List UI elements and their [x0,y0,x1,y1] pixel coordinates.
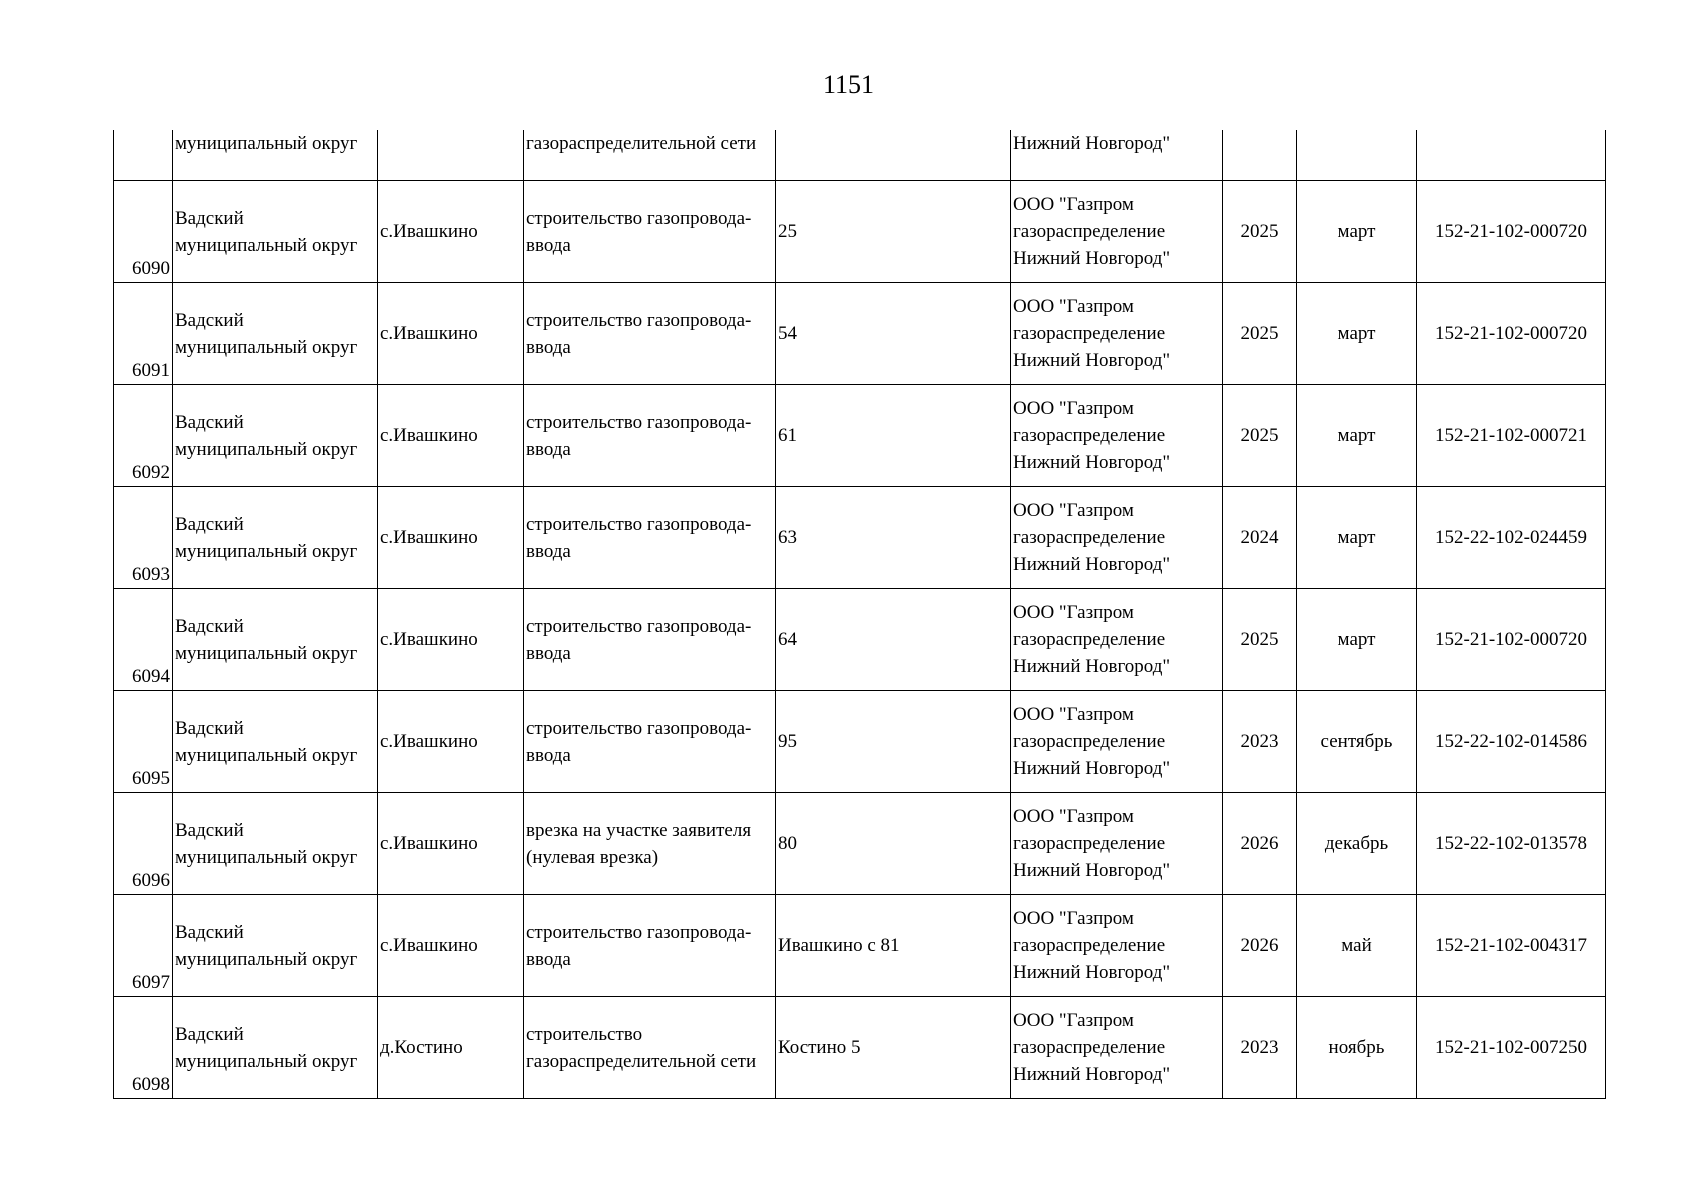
work-line: строительство газопровода- [526,615,752,637]
cell-id: 152-22-102-024459 [1417,487,1606,589]
cell-month: март [1297,181,1417,283]
table-row [114,487,1606,589]
table-row [114,385,1606,487]
district-line: Вадский [175,207,244,229]
cell-place: с.Ивашкино [378,181,524,283]
work-line: (нулевая врезка) [526,846,659,868]
org-line: Нижний Новгород" [1013,248,1171,269]
work-line: ввода [526,336,571,358]
district-line: муниципальный округ [175,744,358,766]
work-line: строительство [526,1023,643,1045]
district-line: муниципальный округ [175,642,358,664]
district-line: Вадский [175,411,244,433]
cell-address: 64 [776,589,1011,691]
work-line: ввода [526,234,571,256]
org-line: Нижний Новгород" [1013,758,1171,779]
work-line: строительство газопровода- [526,717,752,739]
org-line: Нижний Новгород" [1013,962,1171,983]
work-line: врезка на участке заявителя [526,819,752,841]
district-line: Вадский [175,819,244,841]
org-line: газораспределение [1013,527,1166,548]
cell-address [776,130,1011,181]
cell-organization [1011,385,1223,487]
cell-num: 6098 [114,997,173,1099]
cell-place [378,130,524,181]
org-line: газораспределение [1013,833,1166,854]
cell-month: март [1297,283,1417,385]
cell-year: 2025 [1223,181,1297,283]
org-line: газораспределение [1013,1037,1166,1058]
cell-district [173,691,378,793]
cell-id: 152-21-102-000720 [1417,283,1606,385]
org-line: ООО "Газпром [1013,704,1134,725]
cell-place: с.Ивашкино [378,385,524,487]
cell-id: 152-22-102-013578 [1417,793,1606,895]
cell-address: 61 [776,385,1011,487]
cell-num: 6097 [114,895,173,997]
cell-place: с.Ивашкино [378,691,524,793]
org-line: ООО "Газпром [1013,296,1134,317]
org-line: ООО "Газпром [1013,908,1134,929]
cell-month: сентябрь [1297,691,1417,793]
cell-work [524,385,776,487]
cell-place: с.Ивашкино [378,895,524,997]
org-line: газораспределение [1013,425,1166,446]
cell-place: с.Ивашкино [378,793,524,895]
district-line: муниципальный округ [175,540,358,562]
district-line: муниципальный округ [175,438,358,460]
work-line: строительство газопровода- [526,207,752,229]
cell-address: 95 [776,691,1011,793]
cell-year: 2026 [1223,793,1297,895]
cell-work: газораспределительной сети [524,130,776,181]
cell-year: 2026 [1223,895,1297,997]
cell-work [524,589,776,691]
cell-work [524,793,776,895]
cell-id [1417,130,1606,181]
cell-num: 6091 [114,283,173,385]
cell-district [173,181,378,283]
cell-month: март [1297,385,1417,487]
table-row-continued [114,130,1606,181]
org-line: газораспределение [1013,629,1166,650]
cell-month: март [1297,589,1417,691]
cell-organization [1011,793,1223,895]
district-line: муниципальный округ [175,336,358,358]
district-line: муниципальный округ [175,1050,358,1072]
org-line: газораспределение [1013,323,1166,344]
cell-place: с.Ивашкино [378,487,524,589]
cell-district [173,283,378,385]
work-line: строительство газопровода- [526,411,752,433]
table-row [114,283,1606,385]
work-line: ввода [526,948,571,970]
cell-address: Ивашкино с 81 [776,895,1011,997]
district-line: муниципальный округ [175,948,358,970]
cell-district [173,793,378,895]
cell-num: 6092 [114,385,173,487]
cell-id: 152-21-102-004317 [1417,895,1606,997]
cell-id: 152-21-102-000721 [1417,385,1606,487]
table-row [114,589,1606,691]
cell-month: март [1297,487,1417,589]
cell-work [524,895,776,997]
org-line: газораспределение [1013,731,1166,752]
cell-month: декабрь [1297,793,1417,895]
district-line: Вадский [175,615,244,637]
page-number: 1151 [822,70,875,99]
district-line: муниципальный округ [175,234,358,256]
district-line: Вадский [175,513,244,535]
work-line: строительство газопровода- [526,513,752,535]
cell-work [524,181,776,283]
cell-month: май [1297,895,1417,997]
org-line: Нижний Новгород" [1013,860,1171,881]
cell-year: 2023 [1223,997,1297,1099]
cell-district [173,895,378,997]
cell-work [524,691,776,793]
cell-place: с.Ивашкино [378,283,524,385]
cell-work [524,487,776,589]
table-body [114,130,1606,1099]
district-line: Вадский [175,309,244,331]
district-line: муниципальный округ [175,846,358,868]
work-line: строительство газопровода- [526,309,752,331]
cell-organization [1011,181,1223,283]
district-line: Вадский [175,921,244,943]
cell-num: 6090 [114,181,173,283]
cell-year [1223,130,1297,181]
cell-year: 2025 [1223,589,1297,691]
table-row [114,691,1606,793]
cell-month [1297,130,1417,181]
org-line: ООО "Газпром [1013,1010,1134,1031]
cell-year: 2023 [1223,691,1297,793]
cell-organization [1011,997,1223,1099]
cell-id: 152-21-102-000720 [1417,589,1606,691]
org-line: газораспределение [1013,935,1166,956]
org-line: ООО "Газпром [1013,500,1134,521]
table-row [114,997,1606,1099]
cell-district [173,487,378,589]
org-line: Нижний Новгород" [1013,452,1171,473]
cell-year: 2024 [1223,487,1297,589]
org-line: Нижний Новгород" [1013,656,1171,677]
org-line: Нижний Новгород" [1013,1064,1171,1085]
work-line: ввода [526,744,571,766]
cell-organization: Нижний Новгород" [1011,130,1223,181]
cell-district: муниципальный округ [173,130,378,181]
work-line: строительство газопровода- [526,921,752,943]
table-row [114,895,1606,997]
cell-num [114,130,173,181]
work-line: ввода [526,642,571,664]
cell-year: 2025 [1223,385,1297,487]
cell-work [524,997,776,1099]
cell-num: 6093 [114,487,173,589]
cell-organization [1011,691,1223,793]
work-line: ввода [526,438,571,460]
org-line: ООО "Газпром [1013,398,1134,419]
org-line: Нижний Новгород" [1013,554,1171,575]
district-line: Вадский [175,717,244,739]
cell-id: 152-21-102-007250 [1417,997,1606,1099]
cell-address: 80 [776,793,1011,895]
cell-district [173,385,378,487]
district-line: Вадский [175,1023,244,1045]
cell-district [173,589,378,691]
cell-num: 6095 [114,691,173,793]
cell-district [173,997,378,1099]
org-line: ООО "Газпром [1013,806,1134,827]
cell-id: 152-22-102-014586 [1417,691,1606,793]
cell-num: 6096 [114,793,173,895]
org-line: ООО "Газпром [1013,194,1134,215]
gasification-table [113,130,1606,1099]
cell-address: 63 [776,487,1011,589]
cell-address: 25 [776,181,1011,283]
work-line: газораспределительной сети [526,1050,757,1072]
cell-address: 54 [776,283,1011,385]
cell-organization [1011,895,1223,997]
org-line: Нижний Новгород" [1013,350,1171,371]
cell-place: с.Ивашкино [378,589,524,691]
cell-work [524,283,776,385]
table-row [114,181,1606,283]
org-line: газораспределение [1013,221,1166,242]
cell-address: Костино 5 [776,997,1011,1099]
cell-num: 6094 [114,589,173,691]
table-row [114,793,1606,895]
cell-id: 152-21-102-000720 [1417,181,1606,283]
cell-year: 2025 [1223,283,1297,385]
org-line: ООО "Газпром [1013,602,1134,623]
cell-organization [1011,487,1223,589]
cell-month: ноябрь [1297,997,1417,1099]
cell-organization [1011,589,1223,691]
cell-place: д.Костино [378,997,524,1099]
cell-organization [1011,283,1223,385]
work-line: ввода [526,540,571,562]
